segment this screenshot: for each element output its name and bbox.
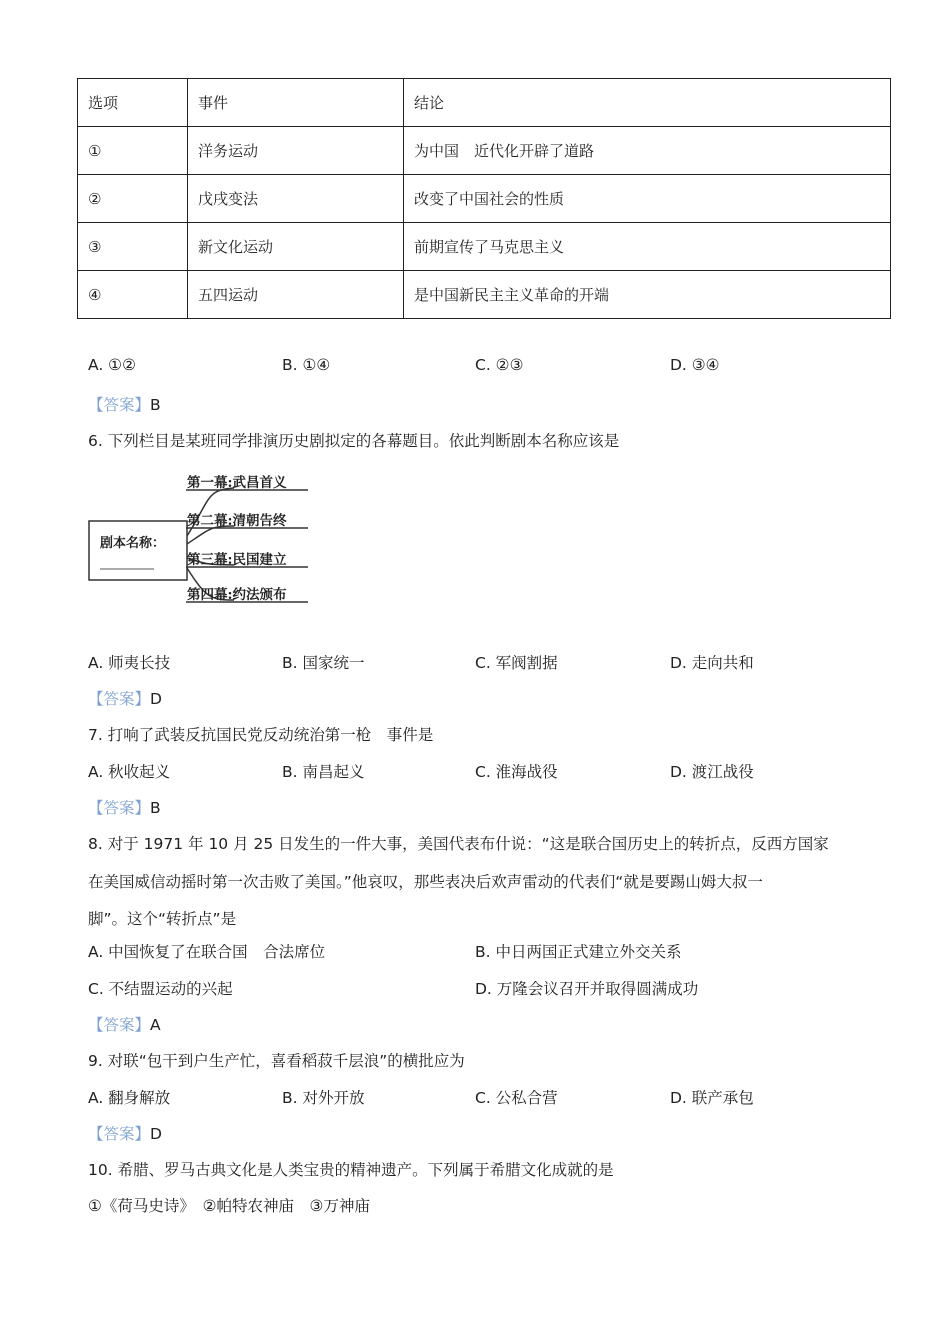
q9-option-b: B. 对外开放	[282, 1089, 365, 1107]
table-header-cell: 事件	[188, 79, 404, 127]
table-cell: 前期宣传了马克思主义	[404, 223, 891, 271]
table-row	[78, 271, 891, 319]
q6-option-d: D. 走向共和	[670, 654, 754, 672]
play-title-diagram	[86, 468, 316, 616]
q9-option-d: D. 联产承包	[670, 1089, 754, 1107]
answer-value: D	[150, 1125, 162, 1143]
table-header-row	[78, 79, 891, 127]
events-table	[77, 78, 891, 319]
table-cell: ①	[78, 127, 188, 175]
table-cell: 新文化运动	[188, 223, 404, 271]
q7-stem: 7. 打响了武装反抗国民党反动统治第一枪 事件是	[88, 726, 434, 744]
q7-option-c: C. 淮海战役	[475, 763, 558, 781]
table-cell: 改变了中国社会的性质	[404, 175, 891, 223]
q6-answer	[88, 687, 162, 709]
answer-tag: 【答案】	[88, 1016, 151, 1034]
act-label: 第二幕:清朝告终	[187, 513, 287, 529]
q5-answer	[88, 393, 161, 415]
q7-option-d: D. 渡江战役	[670, 763, 754, 781]
q6-stem: 6. 下列栏目是某班同学排演历史剧拟定的各幕题目。依此判断剧本名称应该是	[88, 432, 620, 450]
table-cell: 洋务运动	[188, 127, 404, 175]
answer-tag: 【答案】	[88, 799, 151, 817]
q5-option-c: C. ②③	[475, 356, 524, 374]
table-header-cell: 结论	[404, 79, 891, 127]
table-cell: 是中国新民主主义革命的开端	[404, 271, 891, 319]
act-label: 第三幕:民国建立	[187, 552, 287, 568]
q5-option-b: B. ①④	[282, 356, 331, 374]
q8-stem-line: 8. 对于 1971 年 10 月 25 日发生的一件大事，美国代表布什说：“这是联合国历史上的转折点，反西方国家	[88, 835, 829, 853]
title-box-label: 剧本名称：	[100, 536, 166, 551]
q8-stem-line: 脚”。这个“转折点”是	[88, 910, 237, 928]
answer-tag: 【答案】	[88, 396, 151, 414]
answer-value: A	[150, 1016, 161, 1034]
act-label: 第一幕:武昌首义	[187, 475, 287, 491]
answer-value: D	[150, 690, 162, 708]
q6-option-c: C. 军阀割据	[475, 654, 558, 672]
table-cell: ③	[78, 223, 188, 271]
q8-option-c: C. 不结盟运动的兴起	[88, 980, 233, 998]
q6-option-a: A. 师夷长技	[88, 654, 171, 672]
q10-stem: 10. 希腊、罗马古典文化是人类宝贵的精神遗产。下列属于希腊文化成就的是	[88, 1161, 614, 1179]
table-cell: 五四运动	[188, 271, 404, 319]
q7-answer	[88, 796, 161, 818]
q8-option-b: B. 中日两国正式建立外交关系	[475, 943, 682, 961]
q10-items: ①《荷马史诗》 ②帕特农神庙 ③万神庙	[88, 1197, 370, 1215]
answer-value: B	[150, 396, 161, 414]
q9-option-a: A. 翻身解放	[88, 1089, 171, 1107]
q8-option-d: D. 万隆会议召开并取得圆满成功	[475, 980, 699, 998]
table-row	[78, 223, 891, 271]
act-label: 第四幕:约法颁布	[187, 587, 287, 603]
q8-stem-line: 在美国威信动摇时第一次击败了美国。”他哀叹，那些表决后欢声雷动的代表们“就是要踢山姆大叔一	[88, 873, 763, 891]
table-row	[78, 175, 891, 223]
q9-answer	[88, 1122, 162, 1144]
q6-option-b: B. 国家统一	[282, 654, 365, 672]
answer-value: B	[150, 799, 161, 817]
answer-tag: 【答案】	[88, 690, 151, 708]
table-cell: 戊戌变法	[188, 175, 404, 223]
q8-option-a: A. 中国恢复了在联合国 合法席位	[88, 943, 326, 961]
table-row	[78, 127, 891, 175]
q7-option-b: B. 南昌起义	[282, 763, 365, 781]
q9-stem: 9. 对联“包干到户生产忙，喜看稻菽千层浪”的横批应为	[88, 1052, 465, 1070]
table-cell: ②	[78, 175, 188, 223]
answer-tag: 【答案】	[88, 1125, 151, 1143]
table-cell: 为中国 近代化开辟了道路	[404, 127, 891, 175]
table-header-cell: 选项	[78, 79, 188, 127]
q7-option-a: A. 秋收起义	[88, 763, 171, 781]
q5-option-a: A. ①②	[88, 356, 136, 374]
q8-answer	[88, 1013, 161, 1035]
q9-option-c: C. 公私合营	[475, 1089, 558, 1107]
q5-option-d: D. ③④	[670, 356, 720, 374]
table-cell: ④	[78, 271, 188, 319]
